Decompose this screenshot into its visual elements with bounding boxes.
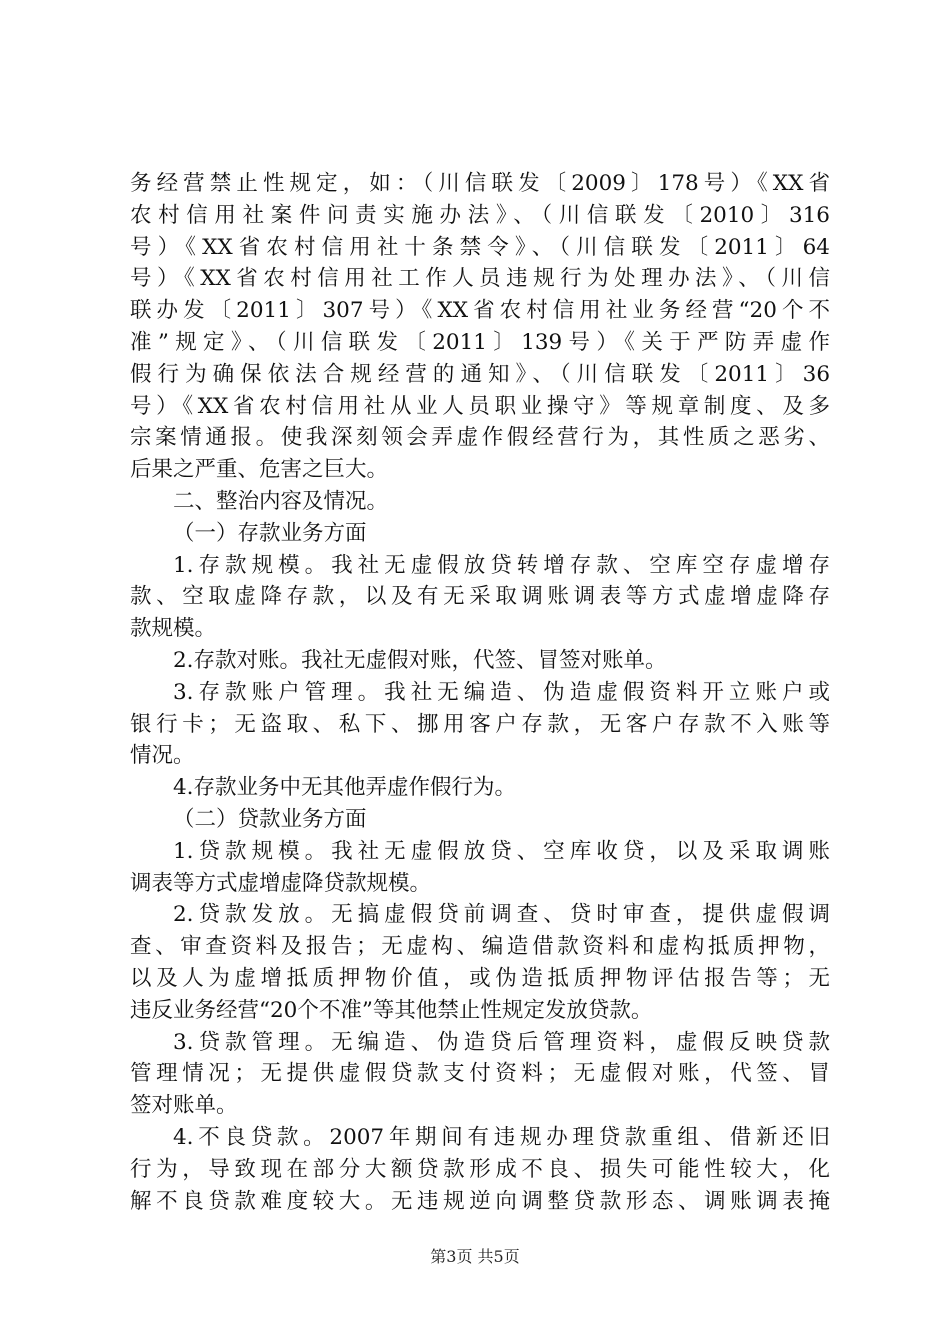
text-line: 号）《XX省农村信用社工作人员违规行为处理办法》、（川信 bbox=[130, 266, 830, 292]
text-line: 二、整治内容及情况。 bbox=[173, 488, 389, 514]
text-line: 违反业务经营“20个不准”等其他禁止性规定发放贷款。 bbox=[130, 997, 653, 1023]
text-line: 情况。 bbox=[130, 743, 195, 769]
text-line: 号）《XX省农村信用社十条禁令》、（川信联发〔2011〕64 bbox=[130, 234, 830, 260]
text-line: 银行卡；无盗取、私下、挪用客户存款，无客户存款不入账等 bbox=[130, 711, 830, 737]
text-line: 行为，导致现在部分大额贷款形成不良、损失可能性较大，化 bbox=[130, 1156, 830, 1182]
text-line: 后果之严重、危害之巨大。 bbox=[130, 457, 389, 483]
text-line: 4.存款业务中无其他弄虚作假行为。 bbox=[173, 775, 517, 801]
text-line: 3.贷款管理。无编造、伪造贷后管理资料，虚假反映贷款 bbox=[173, 1029, 830, 1055]
text-line: 宗案情通报。使我深刻领会弄虚作假经营行为，其性质之恶劣、 bbox=[130, 425, 830, 451]
text-line: 准”规定》、（川信联发〔2011〕139号）《关于严防弄虚作 bbox=[130, 329, 830, 355]
text-line: 号）《XX省农村信用社从业人员职业操守》等规章制度、及多 bbox=[130, 393, 830, 419]
text-line: 2.贷款发放。无搞虚假贷前调查、贷时审查，提供虚假调 bbox=[173, 902, 830, 928]
text-line: （二）贷款业务方面 bbox=[173, 806, 367, 832]
text-line: 调表等方式虚增虚降贷款规模。 bbox=[130, 870, 432, 896]
text-line: 农村信用社案件问责实施办法》、（川信联发〔2010〕316 bbox=[130, 202, 830, 228]
text-line: 查、审查资料及报告；无虚构、编造借款资料和虚构抵质押物， bbox=[130, 934, 830, 960]
text-line: 管理情况；无提供虚假贷款支付资料；无虚假对账，代签、冒 bbox=[130, 1061, 830, 1087]
text-line: 3.存款账户管理。我社无编造、伪造虚假资料开立账户或 bbox=[173, 679, 830, 705]
text-line: 签对账单。 bbox=[130, 1093, 238, 1119]
page-footer: 第3页 共5页 bbox=[430, 1247, 520, 1266]
text-line: 解不良贷款难度较大。无违规逆向调整贷款形态、调账调表掩 bbox=[130, 1188, 830, 1214]
text-line: 以及人为虚增抵质押物价值，或伪造抵质押物评估报告等；无 bbox=[130, 965, 830, 991]
text-line: 款规模。 bbox=[130, 616, 217, 642]
text-line: 联办发〔2011〕307号）《XX省农村信用社业务经营“20个不 bbox=[130, 298, 830, 324]
text-line: 2.存款对账。我社无虚假对账，代签、冒签对账单。 bbox=[173, 647, 667, 673]
document-body bbox=[130, 168, 830, 1217]
text-line: 1.贷款规模。我社无虚假放贷、空库收贷，以及采取调账 bbox=[173, 838, 830, 864]
text-line: 1.存款规模。我社无虚假放贷转增存款、空库空存虚增存 bbox=[173, 552, 830, 578]
text-line: 4.不良贷款。2007年期间有违规办理贷款重组、借新还旧 bbox=[173, 1124, 830, 1150]
text-line: 假行为确保依法合规经营的通知》、（川信联发〔2011〕36 bbox=[130, 361, 830, 387]
text-line: 务经营禁止性规定，如：（川信联发〔2009〕178号）《XX省 bbox=[130, 171, 830, 196]
text-line: （一）存款业务方面 bbox=[173, 520, 367, 546]
text-line: 款、空取虚降存款，以及有无采取调账调表等方式虚增虚降存 bbox=[130, 584, 830, 610]
